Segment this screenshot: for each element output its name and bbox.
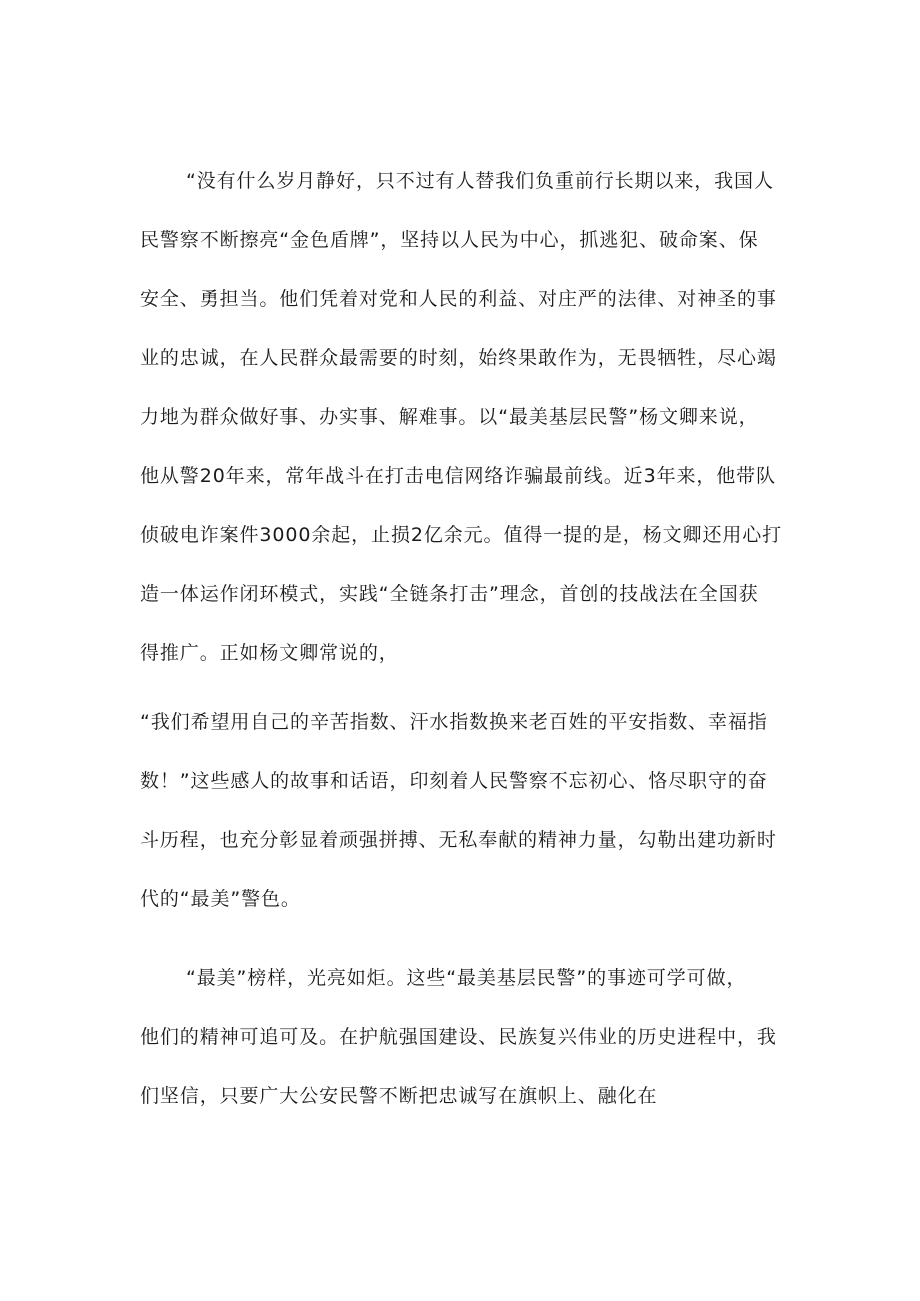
paragraph-1-line-2: 民警察不断擦亮“金色盾牌”，坚持以人民为中心，抓逃犯、破命案、保 <box>140 229 759 251</box>
paragraph-2-line-2: 他们的精神可追可及。在护航强国建设、民族复兴伟业的历史进程中，我 <box>140 1026 777 1048</box>
paragraph-1-line-1: “没有什么岁月静好，只不过有人替我们负重前行长期以来，我国人 <box>186 170 774 192</box>
paragraph-2-line-1: “最美”榜样，光亮如炬。这些“最美基层民警”的事迹可学可做， <box>186 967 747 989</box>
paragraph-1-line-3: 安全、勇担当。他们凭着对党和人民的利益、对庄严的法律、对神圣的事 <box>140 288 777 310</box>
paragraph-1-line-5: 力地为群众做好事、办实事、解难事。以“最美基层民警”杨文卿来说， <box>140 406 759 428</box>
paragraph-1-line-10: “我们希望用自己的辛苦指数、汗水指数换来老百姓的平安指数、幸福指 <box>140 711 768 733</box>
paragraph-1-line-8: 造一体运作闭环模式，实践“全链条打击”理念，首创的技战法在全国获 <box>140 583 759 605</box>
paragraph-1-line-4: 业的忠诚，在人民群众最需要的时刻，始终果敢作为，无畏牺牲，尽心竭 <box>140 347 777 369</box>
paragraph-1-line-9: 得推广。正如杨文卿常说的， <box>140 642 399 664</box>
paragraph-2-line-3: 们坚信，只要广大公安民警不断把忠诚写在旗帜上、融化在 <box>140 1085 658 1107</box>
paragraph-1-line-6: 他从警20年来，常年战斗在打击电信网络诈骗最前线。近3年来，他带队 <box>140 465 776 487</box>
paragraph-1-line-11: 数！”这些感人的故事和话语，印刻着人民警察不忘初心、恪尽职守的奋 <box>140 770 768 792</box>
paragraph-1-line-7: 侦破电诈案件3000余起，止损2亿余元。值得一提的是，杨文卿还用心打 <box>140 524 783 546</box>
paragraph-1-line-12: 斗历程，也充分彰显着顽强拼搏、无私奉献的精神力量，勾勒出建功新时 <box>140 829 777 851</box>
paragraph-1-line-13: 代的“最美”警色。 <box>140 888 301 910</box>
